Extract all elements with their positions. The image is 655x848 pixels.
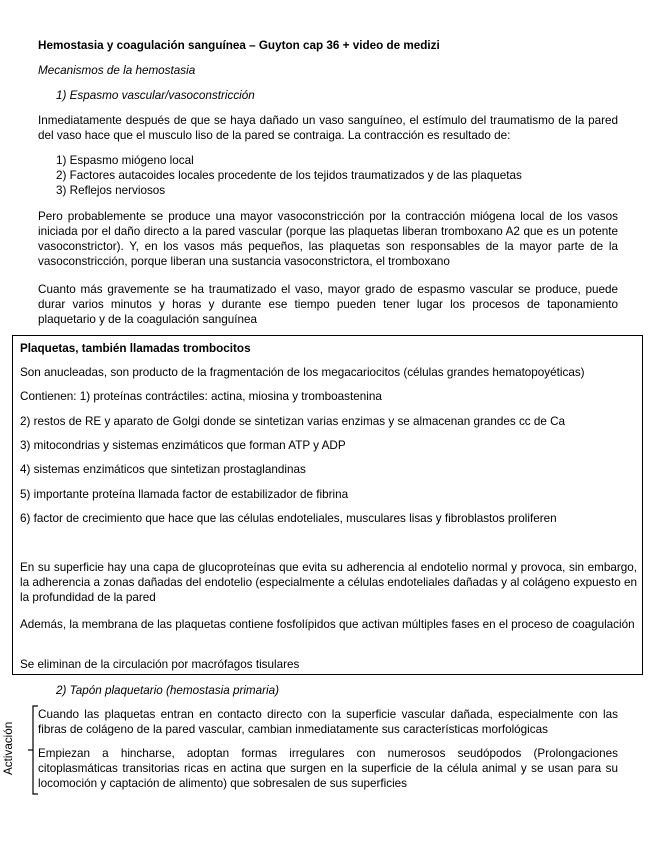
platelets-line: 2) restos de RE y aparato de Golgi donde se sintetizan varias enzimas y se almacenan grandes cc de Ca [20,415,566,428]
platelets-box [12,335,643,675]
section-2-paragraph-2: Empiezan a hincharse, adoptan formas irregulares con numerosos seudópodos (Prolongaciones citoplasmáticas transitorias ricas en actina que surgen en la superficie de la célula animal y se usan para su locomoción y captación de alimento) que sobresalen de sus superficies [38,747,618,790]
document-title: Hemostasia y coagulación sanguínea – Guyton cap 36 + video de medizi [38,39,440,52]
platelets-line: 3) mitocondrias y sistemas enzimáticos que forman ATP y ADP [20,439,346,452]
platelets-surface-paragraph: En su superficie hay una capa de glucoproteínas que evita su adherencia al endotelio normal y provoca, sin embargo, la adherencia a zonas dañadas del endotelio (especialmente a células endoteliales dañadas y al colágeno expuesto en la profundidad de la pared [20,561,637,604]
platelets-line: 5) importante proteína llamada factor de estabilizador de fibrina [20,488,349,501]
contraction-causes-list [56,153,522,198]
platelets-line: 6) factor de crecimiento que hace que las células endoteliales, musculares lisas y fibroblastos proliferen [20,512,557,525]
platelets-box-heading: Plaquetas, también llamadas trombocitos [20,342,251,355]
section-2-paragraph-1: Cuando las plaquetas entran en contacto directo con la superficie vascular dañada, especialmente con las fibras de colágeno de la pared vascular, cambian inmediatamente sus características morfológicas [38,708,618,736]
platelets-line: Contienen: 1) proteínas contráctiles: actina, miosina y tromboastenina [20,390,382,403]
platelets-membrane-paragraph: Además, la membrana de las plaquetas contiene fosfolípidos que activan múltiples fases en el proceso de coagulación [20,618,635,631]
list-item: 1) Espasmo miógeno local [56,154,194,167]
section-1-paragraph-1: Inmediatamente después de que se haya dañado un vaso sanguíneo, el estímulo del traumatismo de la pared del vaso hace que el musculo liso de la pared se contraiga. La contracción es resultado de: [38,114,618,142]
activation-side-label: Activación [2,721,15,775]
list-item: 3) Reflejos nerviosos [56,184,166,197]
section-1-paragraph-2: Pero probablemente se produce una mayor vasoconstricción por la contracción miógena local de los vasos iniciada por el daño directo a la pared vascular (porque las plaquetas liberan tromboxano A2 que es un potente vasoconstrictor). Y, en los vasos más pequeños, las plaquetas son responsables de la mayor parte de la vasoconstricción, porque liberan una sustancia vasoconstrictora, el tromboxano [38,210,618,268]
section-2-heading: 2) Tapón plaquetario (hemostasia primaria) [56,684,280,697]
platelets-line: Son anucleadas, son producto de la fragmentación de los megacariocitos (células grandes hematopoyéticas) [20,366,585,379]
section-1-heading: 1) Espasmo vascular/vasoconstricción [56,89,255,102]
platelets-line: 4) sistemas enzimáticos que sintetizan prostaglandinas [20,463,306,476]
list-item: 2) Factores autacoides locales procedente de los tejidos traumatizados y de las plaquetas [56,169,522,182]
document-subtitle: Mecanismos de la hemostasia [38,64,196,77]
platelets-removal-paragraph: Se eliminan de la circulación por macrófagos tisulares [20,658,300,671]
section-1-paragraph-3: Cuanto más gravemente se ha traumatizado el vaso, mayor grado de espasmo vascular se produce, puede durar varios minutos y horas y durante ese tiempo pueden tener lugar los procesos de taponamiento plaquetario y de la coagulación sanguínea [38,283,618,326]
